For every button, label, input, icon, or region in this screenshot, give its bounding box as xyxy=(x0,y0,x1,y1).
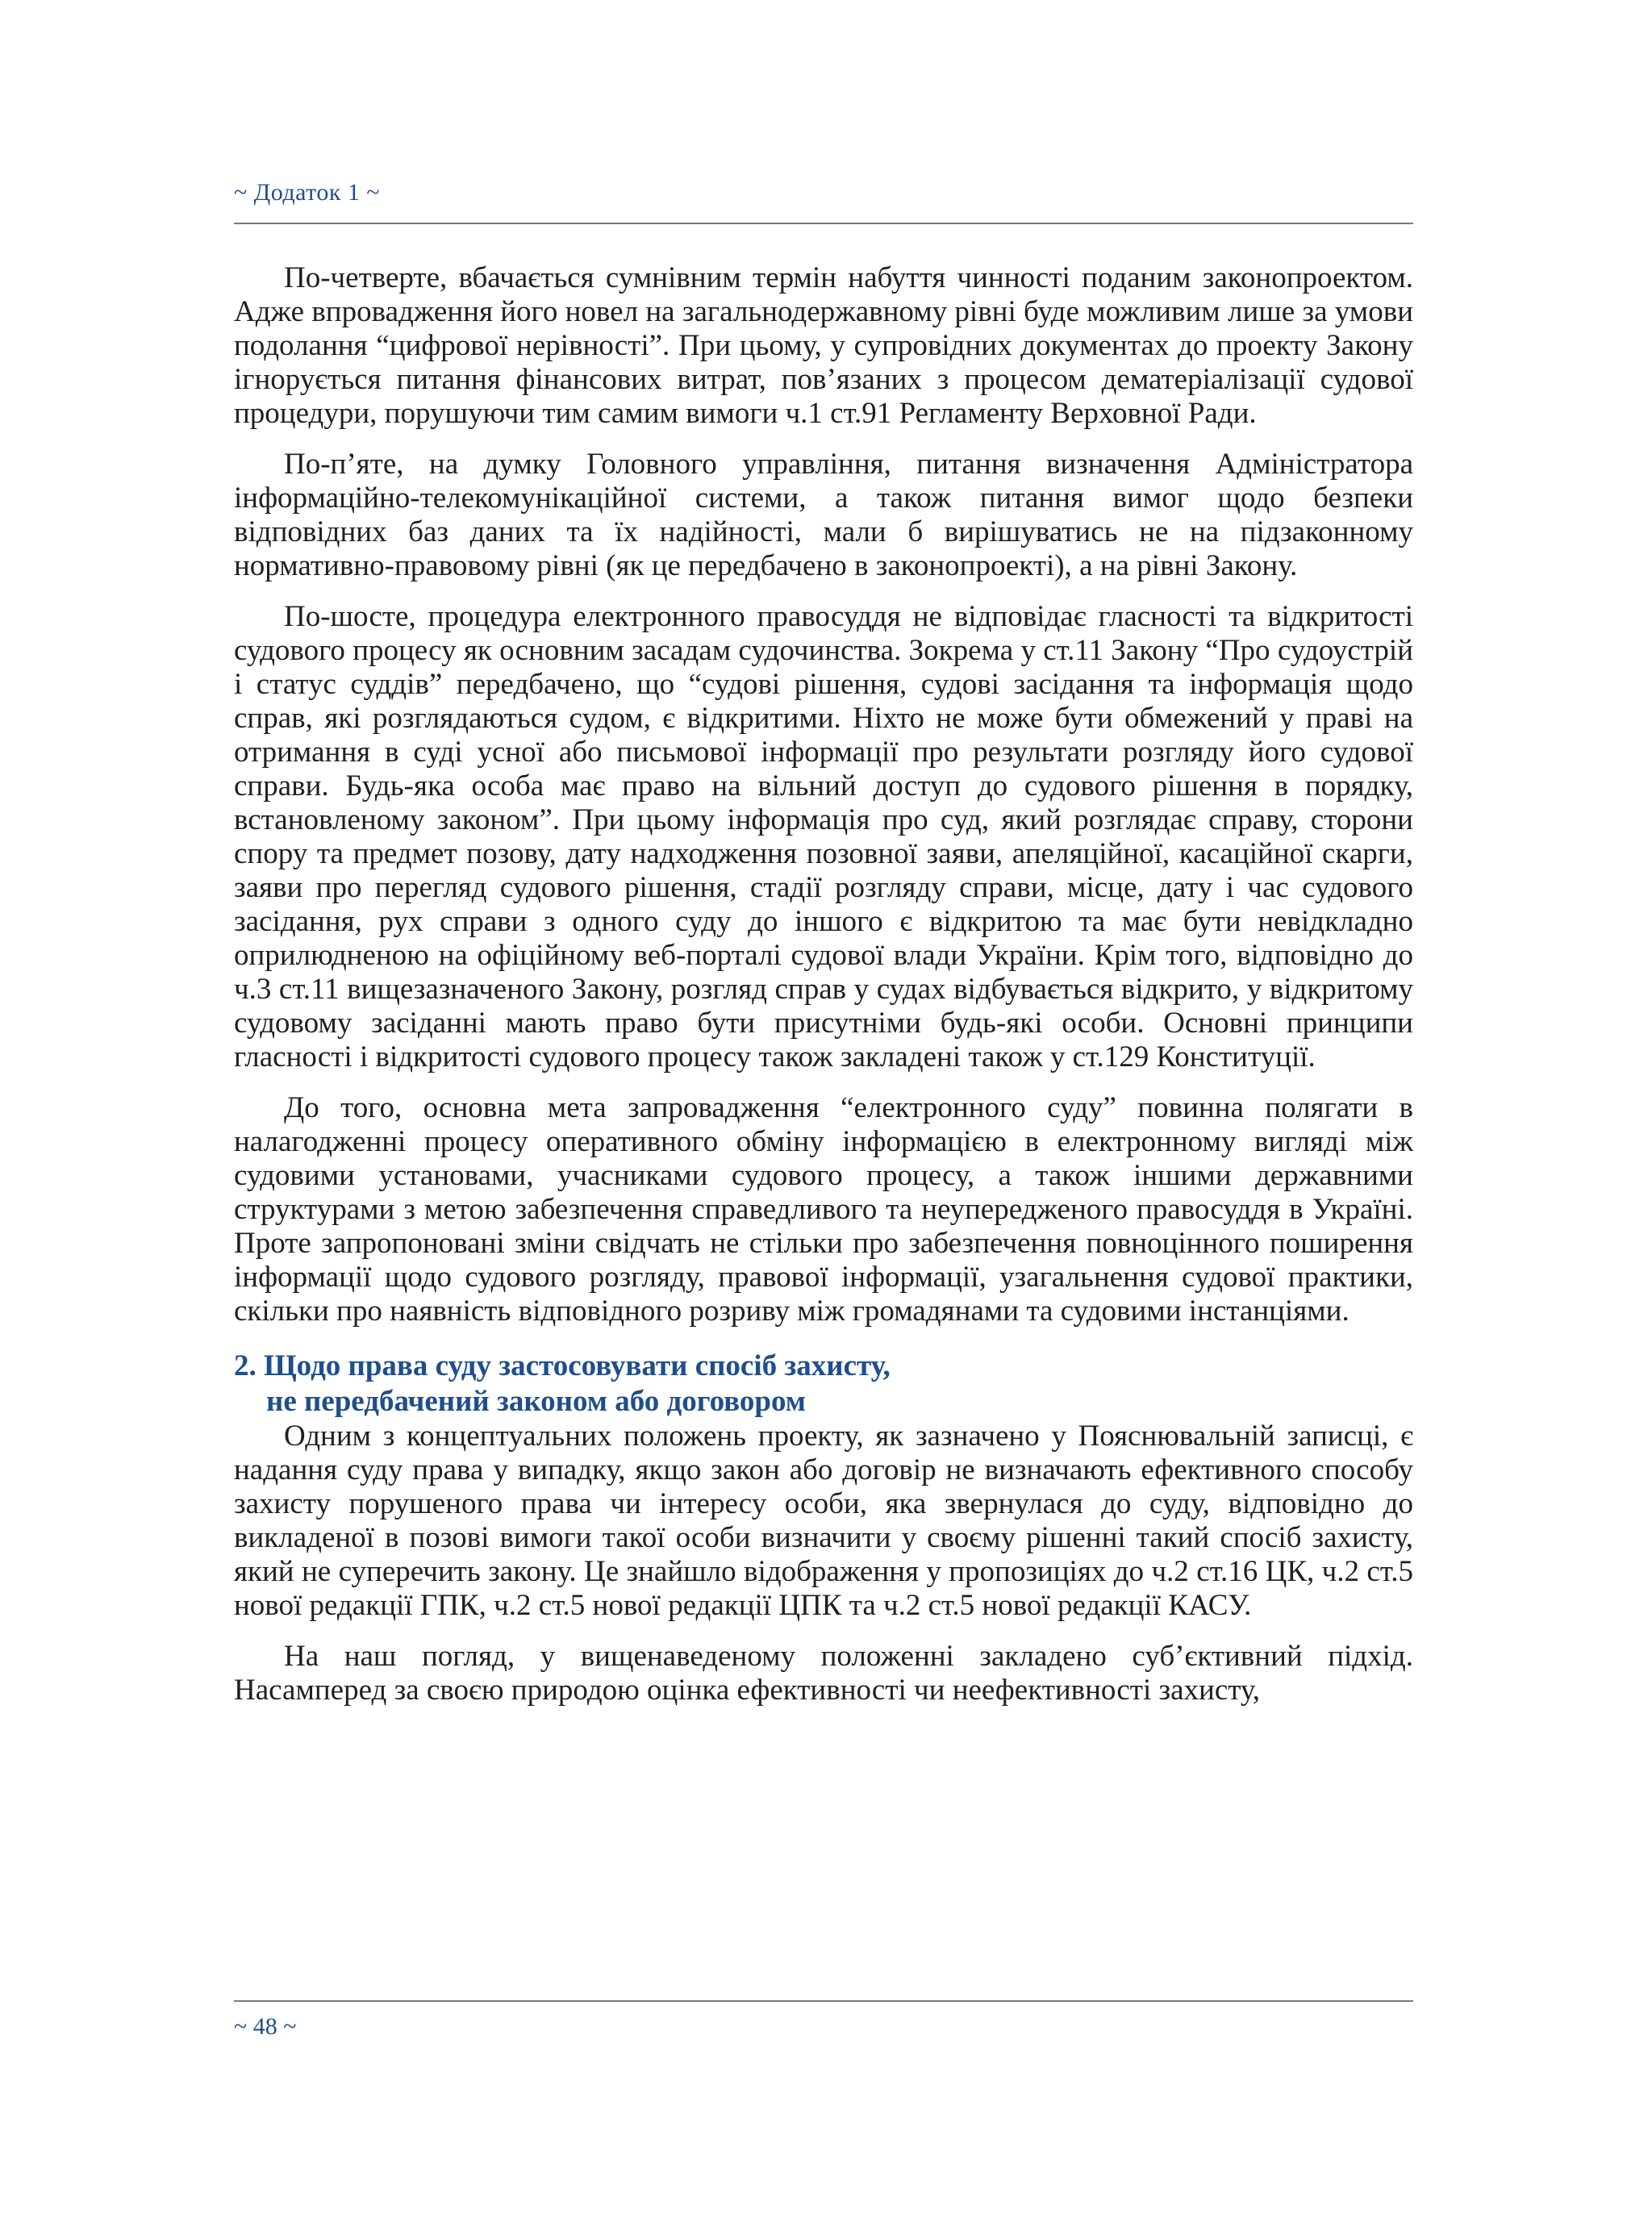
footer-divider xyxy=(234,2000,1413,2002)
paragraph: По-четверте, вбачається сумнівним термін набуття чинності поданим законопроектом. Адже впровадження його новел на загальнодержавному рівні буде можливим лише за умови подолання “цифрової нерівності”. При цьому, у супровідних документах до проекту Закону ігнорується питання фінансових витрат, пов’язаних з процесом дематеріалізації судової процедури, порушуючи тим самим вимоги ч.1 ст.91 Регламенту Верховної Ради. xyxy=(234,261,1413,430)
paragraph: По-п’яте, на думку Головного управління, питання визначення Адміністратора інформаційно-телекомунікаційної системи, а також питання вимог щодо безпеки відповідних баз даних та їх надійності, мали б вирішуватись не на підзаконному нормативно-правовому рівні (як це передбачено в законопроекті), а на рівні Закону. xyxy=(234,448,1413,582)
paragraph: На наш погляд, у вищенаведеному положенні закладено суб’єктивний підхід. Насамперед за своєю природою оцінка ефективності чи неефективності захисту, xyxy=(234,1640,1413,1707)
page-body xyxy=(234,261,1413,1724)
paragraph: До того, основна мета запровадження “електронного суду” повинна полягати в налагодженні процесу оперативного обміну інформацією в електронному вигляді між судовими установами, учасниками судового процесу, а також іншими державними структурами з метою забезпечення справедливого та неупередженого правосуддя в Україні. Проте запропоновані зміни свідчать не стільки про забезпечення повноцінного поширення інформації щодо судового розгляду, правової інформації, узагальнення судової практики, скільки про наявність відповідного розриву між громадянами та судовими інстанціями. xyxy=(234,1091,1413,1328)
section-heading-line: не передбачений законом або договором xyxy=(266,1385,806,1418)
paragraph: Одним з концептуальних положень проекту, як зазначено у Пояснювальній записці, є надання суду права у випадку, якщо закон або договір не визначають ефективного способу захисту порушеного права чи інтересу особи, яка звернулася до суду, відповідно до викладеної в позові вимоги такої особи визначити у своєму рішенні такий спосіб захисту, який не суперечить закону. Це знайшло відображення у пропозиціях до ч.2 ст.16 ЦК, ч.2 ст.5 нової редакції ГПК, ч.2 ст.5 нової редакції ЦПК та ч.2 ст.5 нової редакції КАСУ. xyxy=(234,1420,1413,1622)
header-divider xyxy=(234,223,1413,224)
section-heading xyxy=(234,1349,1413,1420)
section-heading-line: 2. Щодо права суду застосовувати спосіб захисту, xyxy=(234,1349,891,1382)
page-number: ~ 48 ~ xyxy=(234,2013,297,2040)
paragraph: По-шосте, процедура електронного правосуддя не відповідає гласності та відкритості судового процесу як основним засадам судочинства. Зокрема у ст.11 Закону “Про судоустрій і статус суддів” передбачено, що “судові рішення, судові засідання та інформація щодо справ, які розглядаються судом, є відкритими. Ніхто не може бути обмежений у праві на отримання в суді усної або письмової інформації про результати розгляду його судової справи. Будь-яка особа має право на вільний доступ до судового рішення в порядку, встановленому законом”. При цьому інформація про суд, який розглядає справу, сторони спору та предмет позову, дату надходження позовної заяви, апеляційної, касаційної скарги, заяви про перегляд судового рішення, стадії розгляду справи, місце, дату і час судового засідання, рух справи з одного суду до іншого є відкритою та має бути невідкладно оприлюдненою на офіційному веб-порталі судової влади України. Крім того, відповідно до ч.3 ст.11 вищезазначеного Закону, розгляд справ у судах відбувається відкрито, у відкритому судовому засіданні мають право бути присутніми будь-які особи. Основні принципи гласності і відкритості судового процесу також закладені також у ст.129 Конституції. xyxy=(234,600,1413,1074)
running-header: ~ Додаток 1 ~ xyxy=(234,179,381,206)
